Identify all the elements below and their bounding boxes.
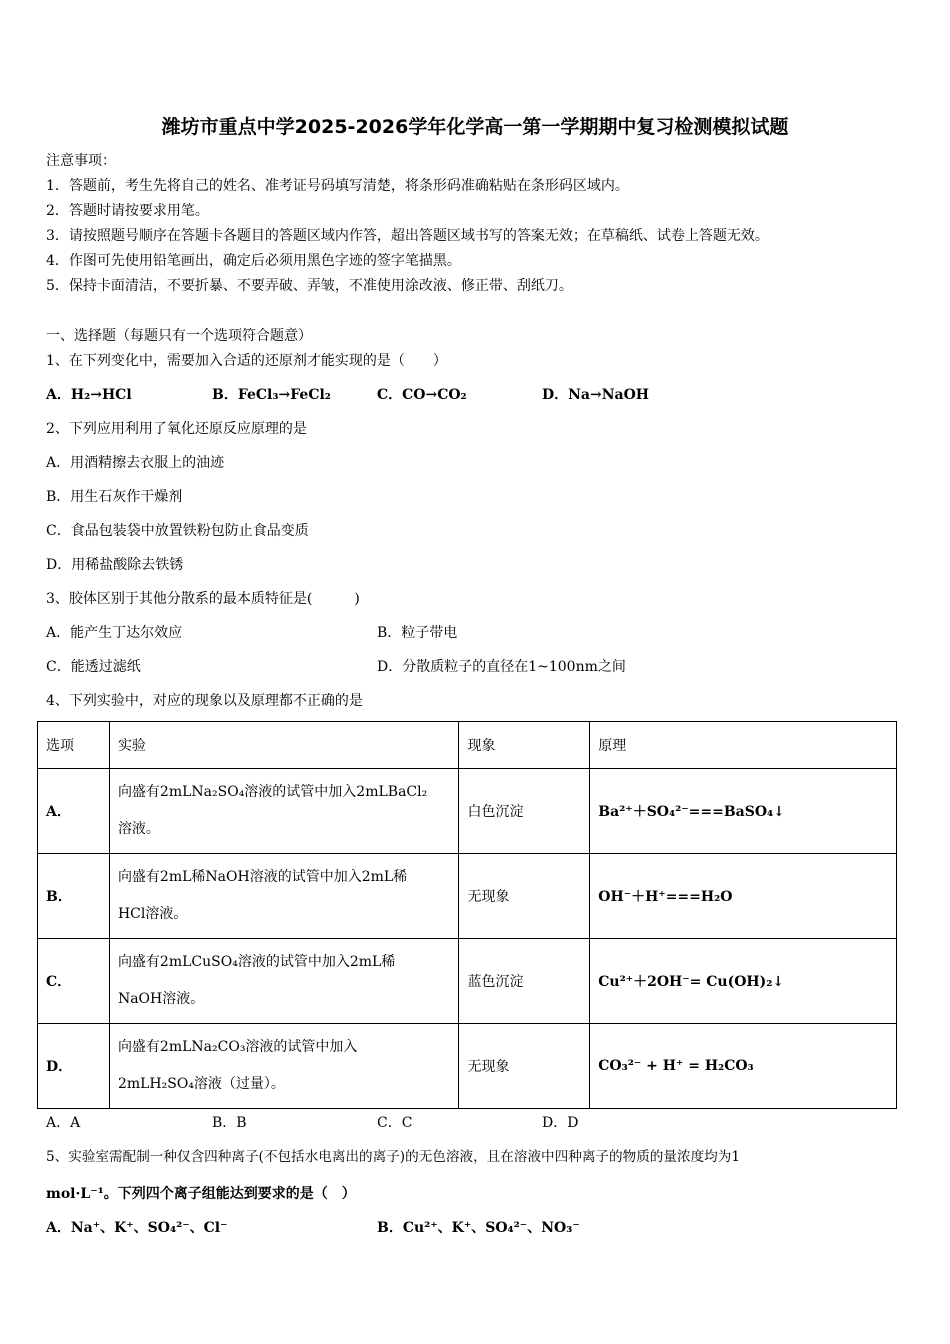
- row-phenomenon: 无现象: [459, 854, 590, 939]
- row-principle: OH⁻＋H⁺===H₂O: [590, 854, 897, 939]
- q3-option-b: B．粒子带电: [377, 625, 458, 641]
- experiment-line: 2mLH₂SO₄溶液（过量）。: [117, 1076, 285, 1092]
- row-option: C．: [38, 939, 110, 1024]
- q4-option-c: C．C: [377, 1115, 413, 1131]
- row-phenomenon: 白色沉淀: [459, 769, 590, 854]
- header-principle: 原理: [590, 722, 897, 769]
- experiment-line: 向盛有2mLNa₂CO₃溶液的试管中加入: [117, 1039, 358, 1055]
- table-header-row: [38, 722, 897, 769]
- row-principle: Ba²⁺＋SO₄²⁻===BaSO₄↓: [590, 769, 897, 854]
- q4-option-d: D．D: [542, 1115, 579, 1131]
- row-experiment: [109, 1024, 459, 1109]
- experiment-line: NaOH溶液。: [117, 991, 205, 1007]
- row-experiment: [109, 939, 459, 1024]
- notice-item: 4．作图可先使用铅笔画出，确定后必须用黑色字迹的签字笔描黑。: [46, 253, 461, 269]
- experiment-line: HCl溶液。: [117, 906, 188, 922]
- row-option: B．: [38, 854, 110, 939]
- q1-option-d: D．Na→NaOH: [542, 387, 650, 403]
- q3-option-d: D．分散质粒子的直径在1~100nm之间: [377, 659, 626, 675]
- table-row: [38, 1024, 897, 1109]
- table-row: [38, 854, 897, 939]
- question-3-stem: 3、胶体区别于其他分散系的最本质特征是( ): [46, 591, 360, 607]
- page-title: 潍坊市重点中学2025-2026学年化学高一第一学期期中复习检测模拟试题: [161, 116, 789, 138]
- row-option: A．: [38, 769, 110, 854]
- experiment-line: 溶液。: [117, 821, 160, 837]
- experiment-line: 向盛有2mL稀NaOH溶液的试管中加入2mL稀: [117, 869, 408, 885]
- notice-item: 5．保持卡面清洁，不要折暴、不要弄破、弄皱，不准使用涂改液、修正带、刮纸刀。: [46, 278, 573, 294]
- question-1-stem: 1、在下列变化中，需要加入合适的还原剂才能实现的是（ ）: [46, 353, 447, 369]
- q4-option-a: A．A: [46, 1115, 81, 1131]
- q2-option-b: B．用生石灰作干燥剂: [46, 489, 183, 505]
- question-5-stem: 5、实验室需配制一种仅含四种离子(不包括水电离出的离子)的无色溶液，且在溶液中四种离子的物质的量浓度均为1: [46, 1149, 740, 1165]
- row-phenomenon: 蓝色沉淀: [459, 939, 590, 1024]
- q5-option-b: B．Cu²⁺、K⁺、SO₄²⁻、NO₃⁻: [377, 1220, 580, 1236]
- q2-option-c: C．食品包装袋中放置铁粉包防止食品变质: [46, 523, 309, 539]
- q1-option-b: B．FeCl₃→FeCl₂: [212, 387, 331, 403]
- notice-heading: 注意事项：: [46, 153, 116, 169]
- header-experiment: 实验: [109, 722, 459, 769]
- experiment-table: [37, 721, 897, 1109]
- question-2-stem: 2、下列应用利用了氧化还原反应原理的是: [46, 421, 307, 437]
- question-4-stem: 4、下列实验中，对应的现象以及原理都不正确的是: [46, 693, 363, 709]
- experiment-line: 向盛有2mLCuSO₄溶液的试管中加入2mL稀: [117, 954, 396, 970]
- row-principle: Cu²⁺＋2OH⁻= Cu(OH)₂↓: [590, 939, 897, 1024]
- q2-option-d: D．用稀盐酸除去铁锈: [46, 557, 184, 573]
- section-heading: 一、选择题（每题只有一个选项符合题意）: [46, 328, 312, 344]
- row-option: D．: [38, 1024, 110, 1109]
- row-principle: CO₃²⁻ + H⁺ = H₂CO₃: [590, 1024, 897, 1109]
- notice-item: 1．答题前，考生先将自己的姓名、准考证号码填写清楚，将条形码准确粘贴在条形码区域内。: [46, 178, 629, 194]
- row-phenomenon: 无现象: [459, 1024, 590, 1109]
- experiment-line: 向盛有2mLNa₂SO₄溶液的试管中加入2mLBaCl₂: [117, 784, 428, 800]
- q1-option-c: C．CO→CO₂: [377, 387, 467, 403]
- question-5-stem-cont: mol·L⁻¹。下列四个离子组能达到要求的是（ ）: [46, 1186, 356, 1202]
- notice-item: 2．答题时请按要求用笔。: [46, 203, 209, 219]
- q4-option-b: B．B: [212, 1115, 247, 1131]
- q3-option-a: A．能产生丁达尔效应: [46, 625, 183, 641]
- row-experiment: [109, 769, 459, 854]
- q3-option-c: C．能透过滤纸: [46, 659, 141, 675]
- notice-item: 3．请按照题号顺序在答题卡各题目的答题区域内作答，超出答题区域书写的答案无效；在草稿纸、试卷上答题无效。: [46, 228, 769, 244]
- header-option: 选项: [38, 722, 110, 769]
- row-experiment: [109, 854, 459, 939]
- header-phenomenon: 现象: [459, 722, 590, 769]
- q5-option-a: A．Na⁺、K⁺、SO₄²⁻、Cl⁻: [46, 1220, 228, 1236]
- q2-option-a: A．用酒精擦去衣服上的油迹: [46, 455, 225, 471]
- q1-option-a: A．H₂→HCl: [46, 387, 132, 403]
- table-row: [38, 939, 897, 1024]
- table-row: [38, 769, 897, 854]
